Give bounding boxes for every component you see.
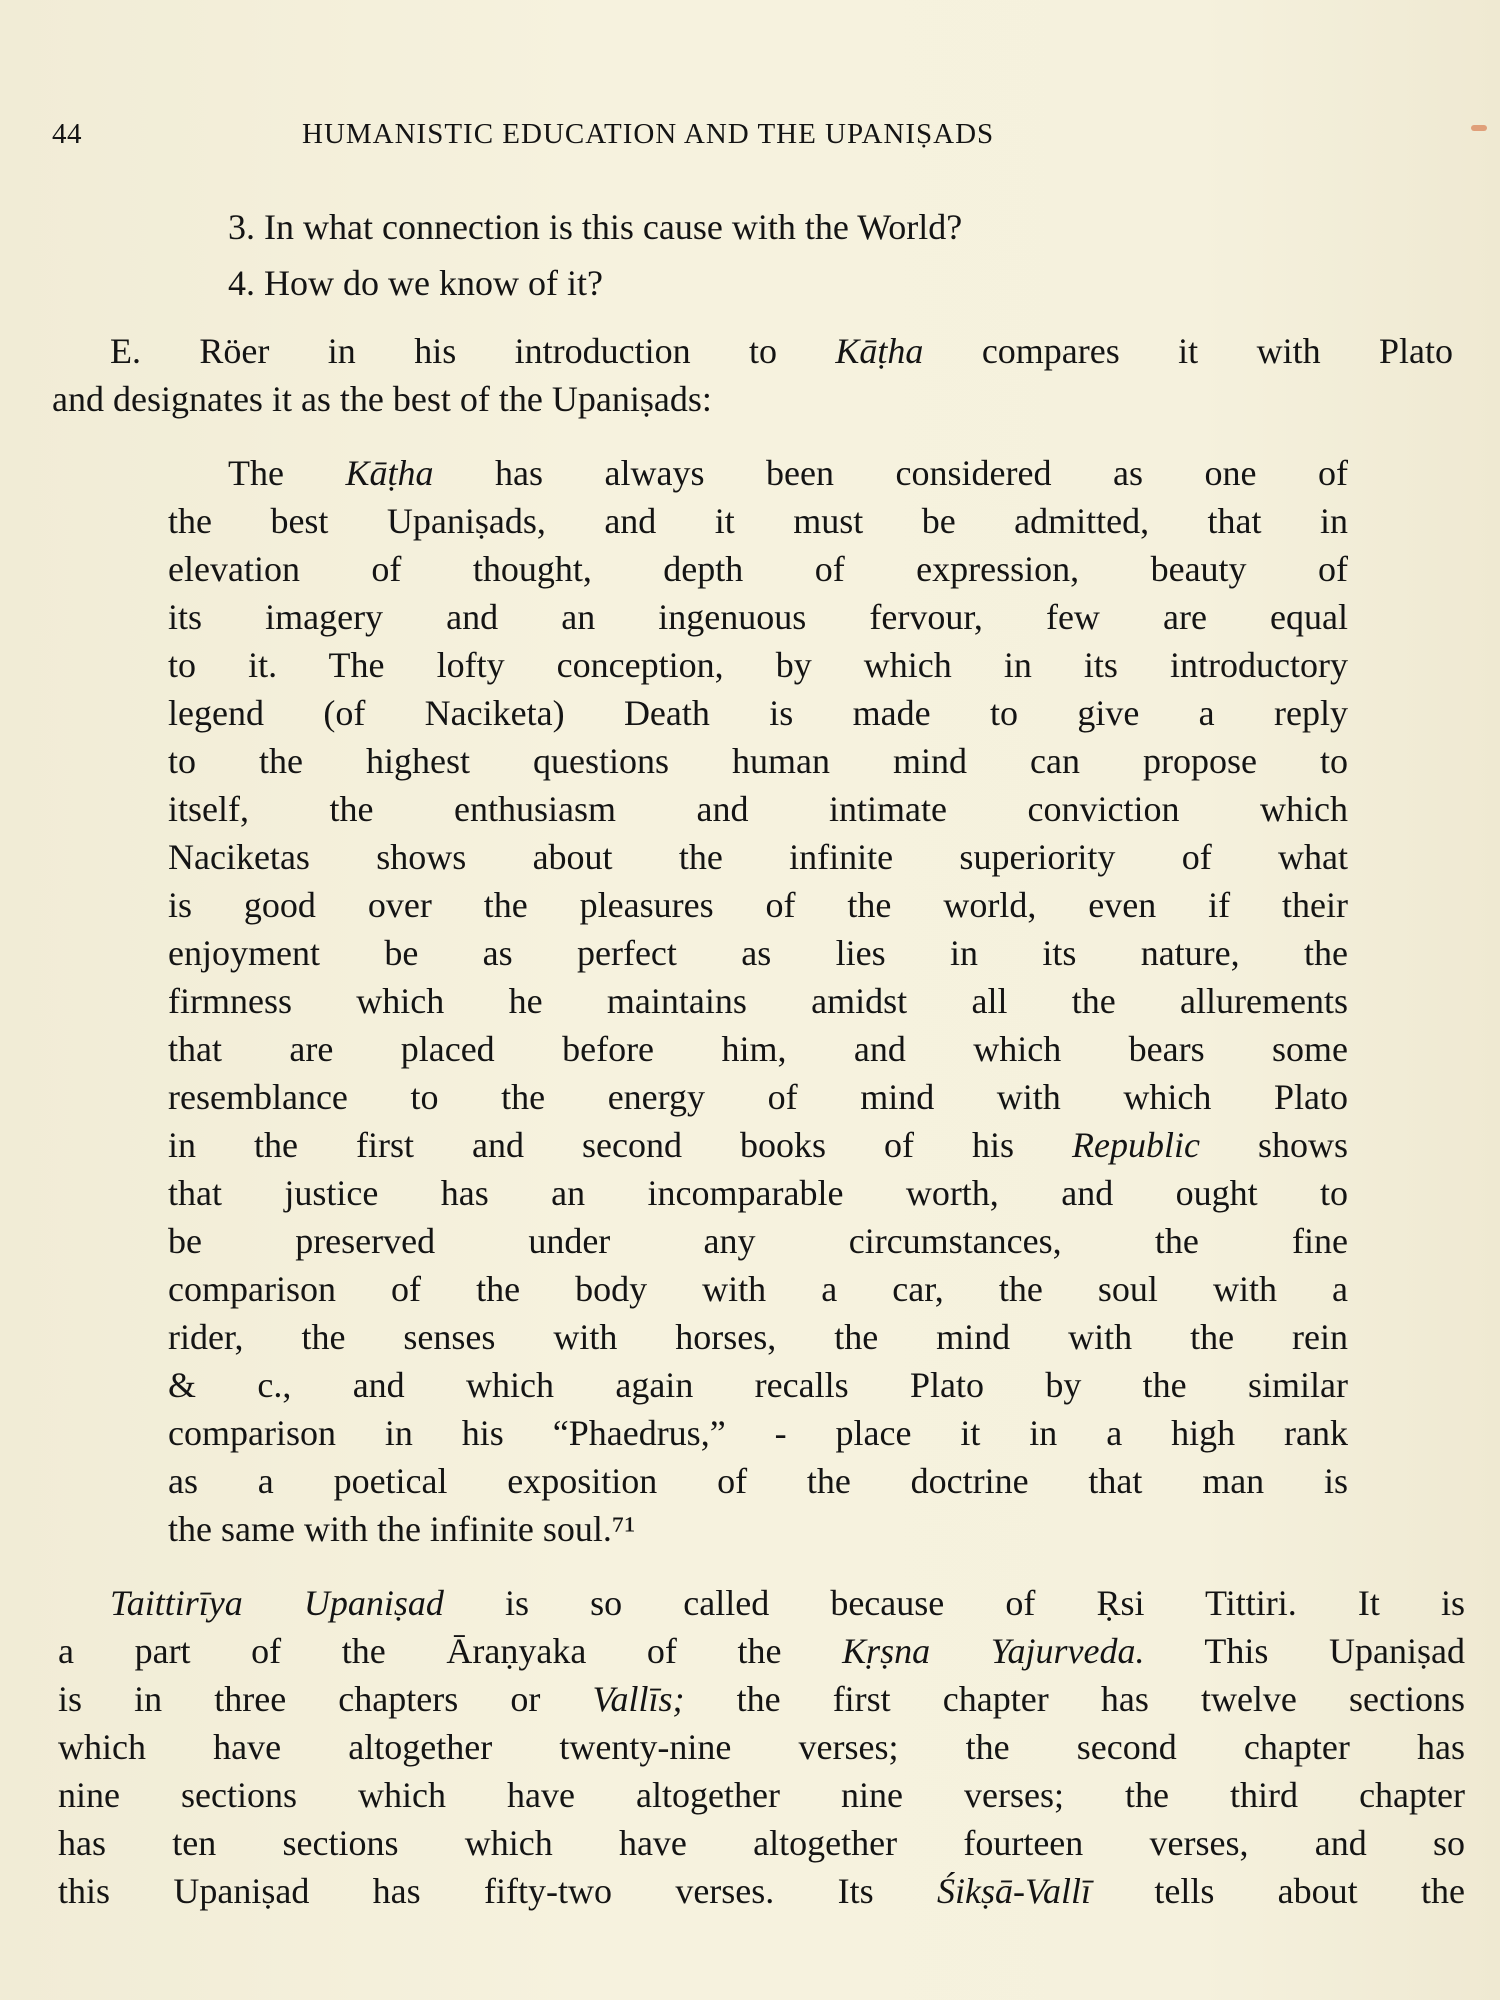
quote-line: to it. The lofty conception, by which in its introductory bbox=[168, 645, 1348, 685]
quote-line: as a poetical exposition of the doctrine that man is bbox=[168, 1461, 1348, 1501]
quote-line: enjoyment be as perfect as lies in its nature, the bbox=[168, 933, 1348, 973]
quote-line: resemblance to the energy of mind with which Plato bbox=[168, 1077, 1348, 1117]
quote-line: in the first and second books of his Republic shows bbox=[168, 1125, 1348, 1165]
question-line: 4. How do we know of it? bbox=[228, 263, 603, 303]
intro-line: and designates it as the best of the Upaniṣads: bbox=[52, 379, 712, 419]
paragraph-line: a part of the Āraṇyaka of the Kṛṣna Yajurveda. This Upaniṣad bbox=[58, 1631, 1465, 1671]
page-header bbox=[52, 118, 1452, 158]
paragraph-line: nine sections which have altogether nine verses; the third chapter bbox=[58, 1775, 1465, 1815]
quote-line: the best Upaniṣads, and it must be admitted, that in bbox=[168, 501, 1348, 541]
quote-line: rider, the senses with horses, the mind with the rein bbox=[168, 1317, 1348, 1357]
quote-line: be preserved under any circumstances, the fine bbox=[168, 1221, 1348, 1261]
quote-line: elevation of thought, depth of expression, beauty of bbox=[168, 549, 1348, 589]
quote-line: comparison of the body with a car, the soul with a bbox=[168, 1269, 1348, 1309]
quote-line: The Kāṭha has always been considered as one of bbox=[228, 453, 1348, 493]
paragraph-line: which have altogether twenty-nine verses; the second chapter has bbox=[58, 1727, 1465, 1767]
quote-line: is good over the pleasures of the world, even if their bbox=[168, 885, 1348, 925]
running-title: HUMANISTIC EDUCATION AND THE UPANIṢADS bbox=[302, 118, 995, 150]
quote-line: itself, the enthusiasm and intimate conviction which bbox=[168, 789, 1348, 829]
paragraph-line: is in three chapters or Vallīs; the first chapter has twelve sections bbox=[58, 1679, 1465, 1719]
quote-line: that justice has an incomparable worth, and ought to bbox=[168, 1173, 1348, 1213]
quote-line: comparison in his “Phaedrus,” - place it in a high rank bbox=[168, 1413, 1348, 1453]
quote-line: firmness which he maintains amidst all the allurements bbox=[168, 981, 1348, 1021]
quote-line: the same with the infinite soul.⁷¹ bbox=[168, 1509, 636, 1549]
quote-line: to the highest questions human mind can propose to bbox=[168, 741, 1348, 781]
intro-line: E. Röer in his introduction to Kāṭha compares it with Plato bbox=[110, 331, 1453, 371]
quote-line: Naciketas shows about the infinite superiority of what bbox=[168, 837, 1348, 877]
paragraph-line: this Upaniṣad has fifty-two verses. Its Śikṣā-Vallī tells about the bbox=[58, 1871, 1465, 1911]
paragraph-line: has ten sections which have altogether fourteen verses, and so bbox=[58, 1823, 1465, 1863]
quote-line: & c., and which again recalls Plato by the similar bbox=[168, 1365, 1348, 1405]
ink-mark bbox=[1471, 125, 1487, 131]
quote-line: its imagery and an ingenuous fervour, few are equal bbox=[168, 597, 1348, 637]
quote-line: that are placed before him, and which bears some bbox=[168, 1029, 1348, 1069]
paragraph-line: Taittirīya Upaniṣad is so called because of Ṛsi Tittiri. It is bbox=[110, 1583, 1465, 1623]
quote-line: legend (of Naciketa) Death is made to give a reply bbox=[168, 693, 1348, 733]
page-number: 44 bbox=[52, 118, 82, 150]
question-line: 3. In what connection is this cause with the World? bbox=[228, 207, 963, 247]
